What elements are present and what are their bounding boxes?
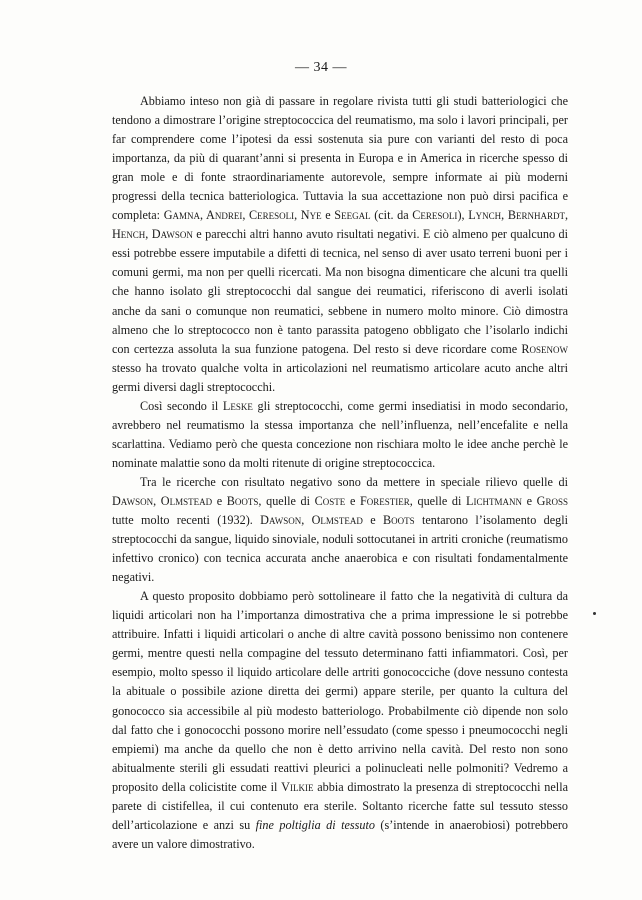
page-number: — 34 — (295, 60, 347, 75)
text-run: e (362, 513, 384, 528)
text-run: e (212, 493, 227, 508)
text-run: tentarono l’isolamento degli streptococchi da sangue, liquido sinoviale, noduli sottocutanei in artriti croniche (reumatismo infettivo cronico) con tecnica accurata anche anaerobica e con risultati fondamentalmente negativi. (112, 513, 568, 585)
paragraph (112, 92, 568, 397)
author-name: Seegal (334, 208, 371, 223)
text-run: abbia dimostrato la presenza di streptococchi nella parete di cistifellea, il cui contenuto era sterile. Soltanto ricerche fatte sul tessuto stesso dell’articolazione e anzi su (112, 779, 568, 832)
paragraph (112, 473, 568, 587)
text-run: e (521, 493, 537, 508)
text-run: e parecchi altri hanno avuto risultati negativi. E ciò almeno per qualcuno di essi potrebbe essere imputabile a difetti di tecnica, nel senso di aver usato terreni buoni per i comuni germi, ma non per quelli ricercati. Ma non bisogna dimenticare che alcuni tra quelli che hanno isolato gli streptococchi dal sangue dei reumatici, riferiscono di averli isolati anche da sani o comunque non reumatici, sebbene in numero molto minore. Ciò dimostra almeno che lo streptococco non è tanto parassita patogeno obbligato che l’isolarlo indichi con certezza assoluta la sua funzione patogena. Del resto si deve ricordare come (112, 227, 568, 356)
text-run: , quelle di (409, 493, 467, 508)
text-run: stesso ha trovato qualche volta in articolazioni nel reumatismo articolare acuto anche altri germi diversi dagli streptococchi. (112, 360, 568, 394)
text-run: gli streptococchi, come germi insediatisi in modo secondario, avrebbero nel reumatismo la stessa importanza che nell’influenza, nell’encefalite e nella scarlattina. Vediamo però che questa concezione non rischiara molto le idee anche perchè le nominate malattie sono da molti ritenute di origine streptococcica. (112, 398, 568, 470)
author-name: Forestier (360, 493, 410, 508)
author-name: Gamna, Andrei, Ceresoli, Nye (163, 208, 322, 223)
paragraph (112, 587, 568, 854)
text-run: e (321, 208, 335, 223)
text-run: Tra le ricerche con risultato negativo sono da mettere in speciale rilievo quelle di (140, 474, 568, 489)
text-run: , quelle di (258, 493, 315, 508)
text-run: e (345, 493, 360, 508)
author-name: Boots (383, 513, 415, 528)
author-name: Coste (314, 493, 346, 508)
emphasis-text: fine poltiglia di tessuto (255, 817, 375, 832)
margin-mark (593, 612, 596, 615)
author-name: Dawson, Olmstead (260, 513, 363, 528)
author-name: Ceresoli (412, 208, 458, 223)
text-run: ), (457, 208, 469, 223)
text-run: Abbiamo inteso non già di passare in regolare rivista tutti gli studi batteriologici che tendono a dimostrare l’origine streptococcica del reumatismo, ma solo i lavori principali, per far comprendere come l’ipotesi da essi sostenuta sia pure con varianti del resto di poca importanza, da più di quarant’anni si presenta in Europa e in America in ricerche spesso di gran mole e di fonte straordinariamente autorevole, sempre informate ai più moderni progressi della tecnica batteriologica. Tuttavia la sua accettazione non può dirsi pacifica e completa: (112, 94, 568, 223)
author-name: Boots (226, 493, 259, 508)
author-name: Gross (536, 493, 568, 508)
text-run: (cit. da (370, 208, 413, 223)
author-name: Rosenow (521, 341, 568, 356)
body-text (112, 92, 568, 854)
author-name: Leske (222, 398, 253, 413)
text-run: A questo proposito dobbiamo però sottolineare il fatto che la negatività di cultura da liquidi articolari non ha l’importanza dimostrativa che a prima impressione le si potrebbe attribuire. Infatti i liquidi articolari o anche di altre cavità possono benissimo non contenere germi, mentre questi nella compagine del tessuto determinano fatti infiammatori. Così, per esempio, molto spesso il liquido articolare delle artriti gonococciche (dove nessuno contesta la abituale o possibile azione diretta dei germi) appare sterile, per quanto la cultura del gonococco sia accessibile al più modesto batteriologo. Probabilmente ciò dipende non solo dal fatto che i gonococchi possono morire nell’essudato (come spesso i pneumococchi negli empiemi) ma anche da quello che non è detto arrivino nella cavità. Del resto non sono abitualmente sterili gli essudati reattivi pleurici a polinucleati nelle polmoniti? Vedremo a proposito della colicistite come il (112, 589, 568, 794)
paragraph (112, 397, 568, 473)
author-name: Lichtmann (466, 493, 522, 508)
author-name: Dawson, Olmstead (112, 493, 213, 508)
author-name: Lynch, Bernhardt, Hench, Dawson (112, 208, 568, 242)
author-name: Vilkie (281, 779, 314, 794)
text-run: Così secondo il (140, 398, 223, 413)
text-run: tutte molto recenti (1932). (112, 513, 261, 528)
text-run: (s’intende in anaerobiosi) potrebbero avere un valore dimostrativo. (112, 817, 568, 851)
